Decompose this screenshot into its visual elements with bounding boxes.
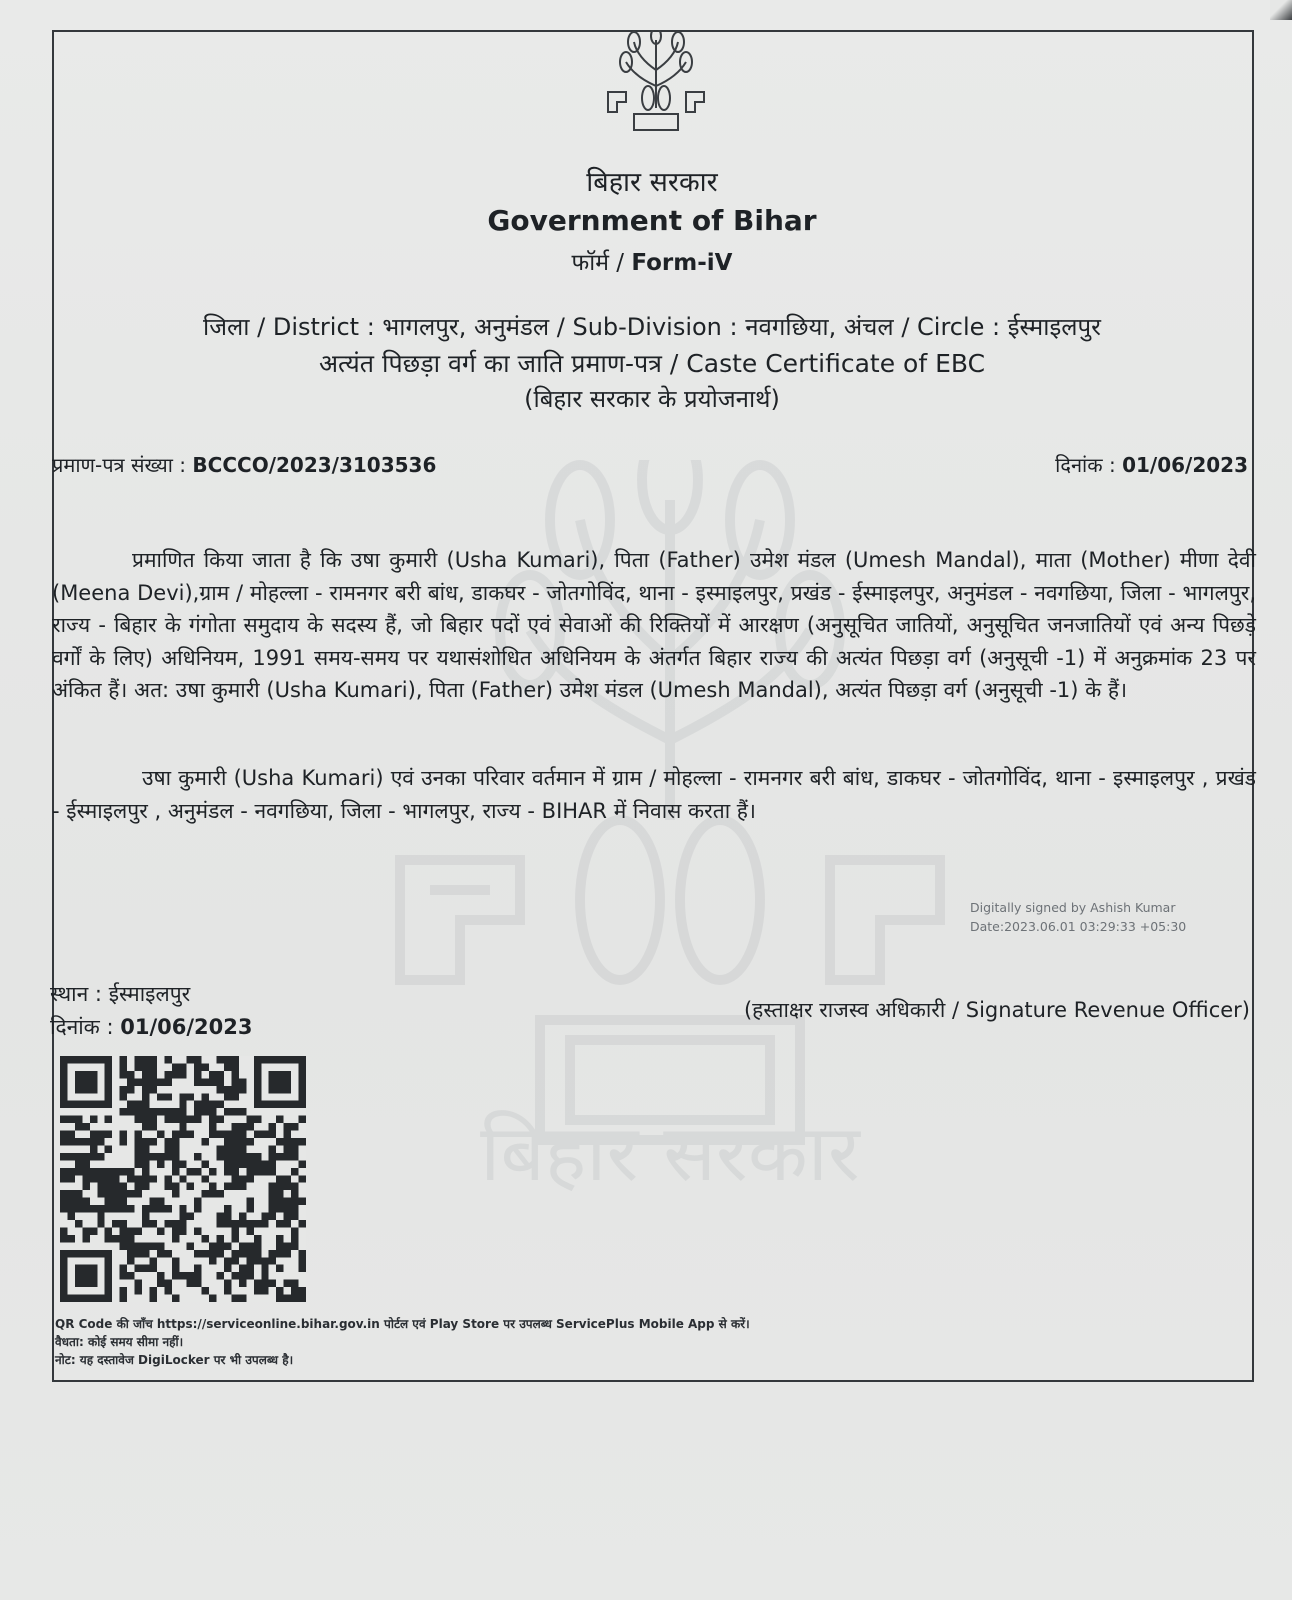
page-fold-corner — [1270, 0, 1292, 20]
issue-date-value: 01/06/2023 — [1122, 453, 1248, 477]
certificate-number-label: प्रमाण-पत्र संख्या : — [52, 453, 193, 477]
watermark-text: बिहार सरकार — [480, 1109, 860, 1199]
english-title: Government of Bihar — [487, 204, 817, 237]
place — [50, 980, 190, 1008]
qr-verification-note: QR Code की जाँच https://serviceonline.bihar.gov.in पोर्टल एवं Play Store पर उपलब्ध ServicePlus Mobile App से करें। — [55, 1317, 750, 1331]
qr-code[interactable] — [60, 1054, 306, 1304]
certificate-number-value: BCCCO/2023/3103536 — [192, 453, 437, 477]
form-label-english: Form-iV — [631, 250, 733, 276]
form-label-hindi: फॉर्म — [571, 250, 609, 276]
form-number — [52, 245, 1252, 277]
bihar-emblem-logo — [604, 30, 708, 134]
place-label: स्थान : — [50, 982, 109, 1006]
issue-date-label: दिनांक : — [1055, 453, 1123, 477]
district-line: जिला / District : भागलपुर, अनुमंडल / Sub-Division : नवगछिया, अंचल / Circle : ईस्माइलपुर — [203, 313, 1101, 341]
digital-signature-name: Digitally signed by Ashish Kumar — [970, 900, 1176, 915]
issue-date — [1055, 451, 1248, 478]
certificate-title: अत्यंत पिछड़ा वर्ग का जाति प्रमाण-पत्र / Caste Certificate of EBC — [318, 349, 986, 378]
footer-date-label: दिनांक : — [50, 1015, 121, 1039]
footer-date — [50, 1013, 252, 1041]
footer-date-value: 01/06/2023 — [120, 1015, 253, 1039]
certificate-paragraph-2: उषा कुमारी (Usha Kumari) एवं उनका परिवार वर्तमान में ग्राम / मोहल्ला - रामनगर बरी बांध, डाकघर - जोतगोविंद, थाना - इस्माइलपुर , प्रखंड - ईस्माइलपुर , अनुमंडल - नवगछिया, जिला - भागलपुर, राज्य - BIHAR में निवास करता हैं। — [52, 766, 1256, 823]
signature-officer: (हस्ताक्षर राजस्व अधिकारी / Signature Revenue Officer) — [743, 998, 1250, 1022]
hindi-title: बिहार सरकार — [586, 167, 718, 198]
validity-note: वैधता: कोई समय सीमा नहीं। — [55, 1335, 184, 1349]
certificate-paragraph-1: प्रमाणित किया जाता है कि उषा कुमारी (Usha Kumari), पिता (Father) उमेश मंडल (Umesh Mandal), माता (Mother) मीणा देवी (Meena Devi),ग्राम / मोहल्ला - रामनगर बरी बांध, डाकघर - जोतगोविंद, थाना - इस्माइलपुर, प्रखंड - ईस्माइलपुर, अनुमंडल - नवगछिया, जिला - भागलपुर, राज्य - बिहार के गंगोता समुदाय के सदस्य हैं, जो बिहार पदों एवं सेवाओं की रिक्तियों में आरक्षण (अनुसूचित जातियों, अनुसूचित जनजातियों एवं अन्य पिछड़े वर्गों के लिए) अधिनियम, 1991 समय-समय पर यथासंशोधित अधिनियम के अंतर्गत बिहार राज्य की अत्यंत पिछड़ा वर्ग (अनुसूची -1) में अनुक्रमांक 23 पर अंकित हैं। अत: उषा कुमारी (Usha Kumari), पिता (Father) उमेश मंडल (Umesh Mandal), अत्यंत पिछड़ा वर्ग (अनुसूची -1) के हैं। — [52, 548, 1256, 702]
certificate-purpose: (बिहार सरकार के प्रयोजनार्थ) — [524, 385, 780, 413]
digital-signature — [970, 898, 1186, 936]
certificate-number — [52, 451, 436, 478]
digilocker-note: नोट: यह दस्तावेज DigiLocker पर भी उपलब्ध है। — [55, 1353, 294, 1367]
digital-signature-date: Date:2023.06.01 03:29:33 +05:30 — [970, 919, 1187, 934]
form-separator: / — [608, 250, 632, 276]
place-value: ईस्माइलपुर — [108, 982, 191, 1006]
